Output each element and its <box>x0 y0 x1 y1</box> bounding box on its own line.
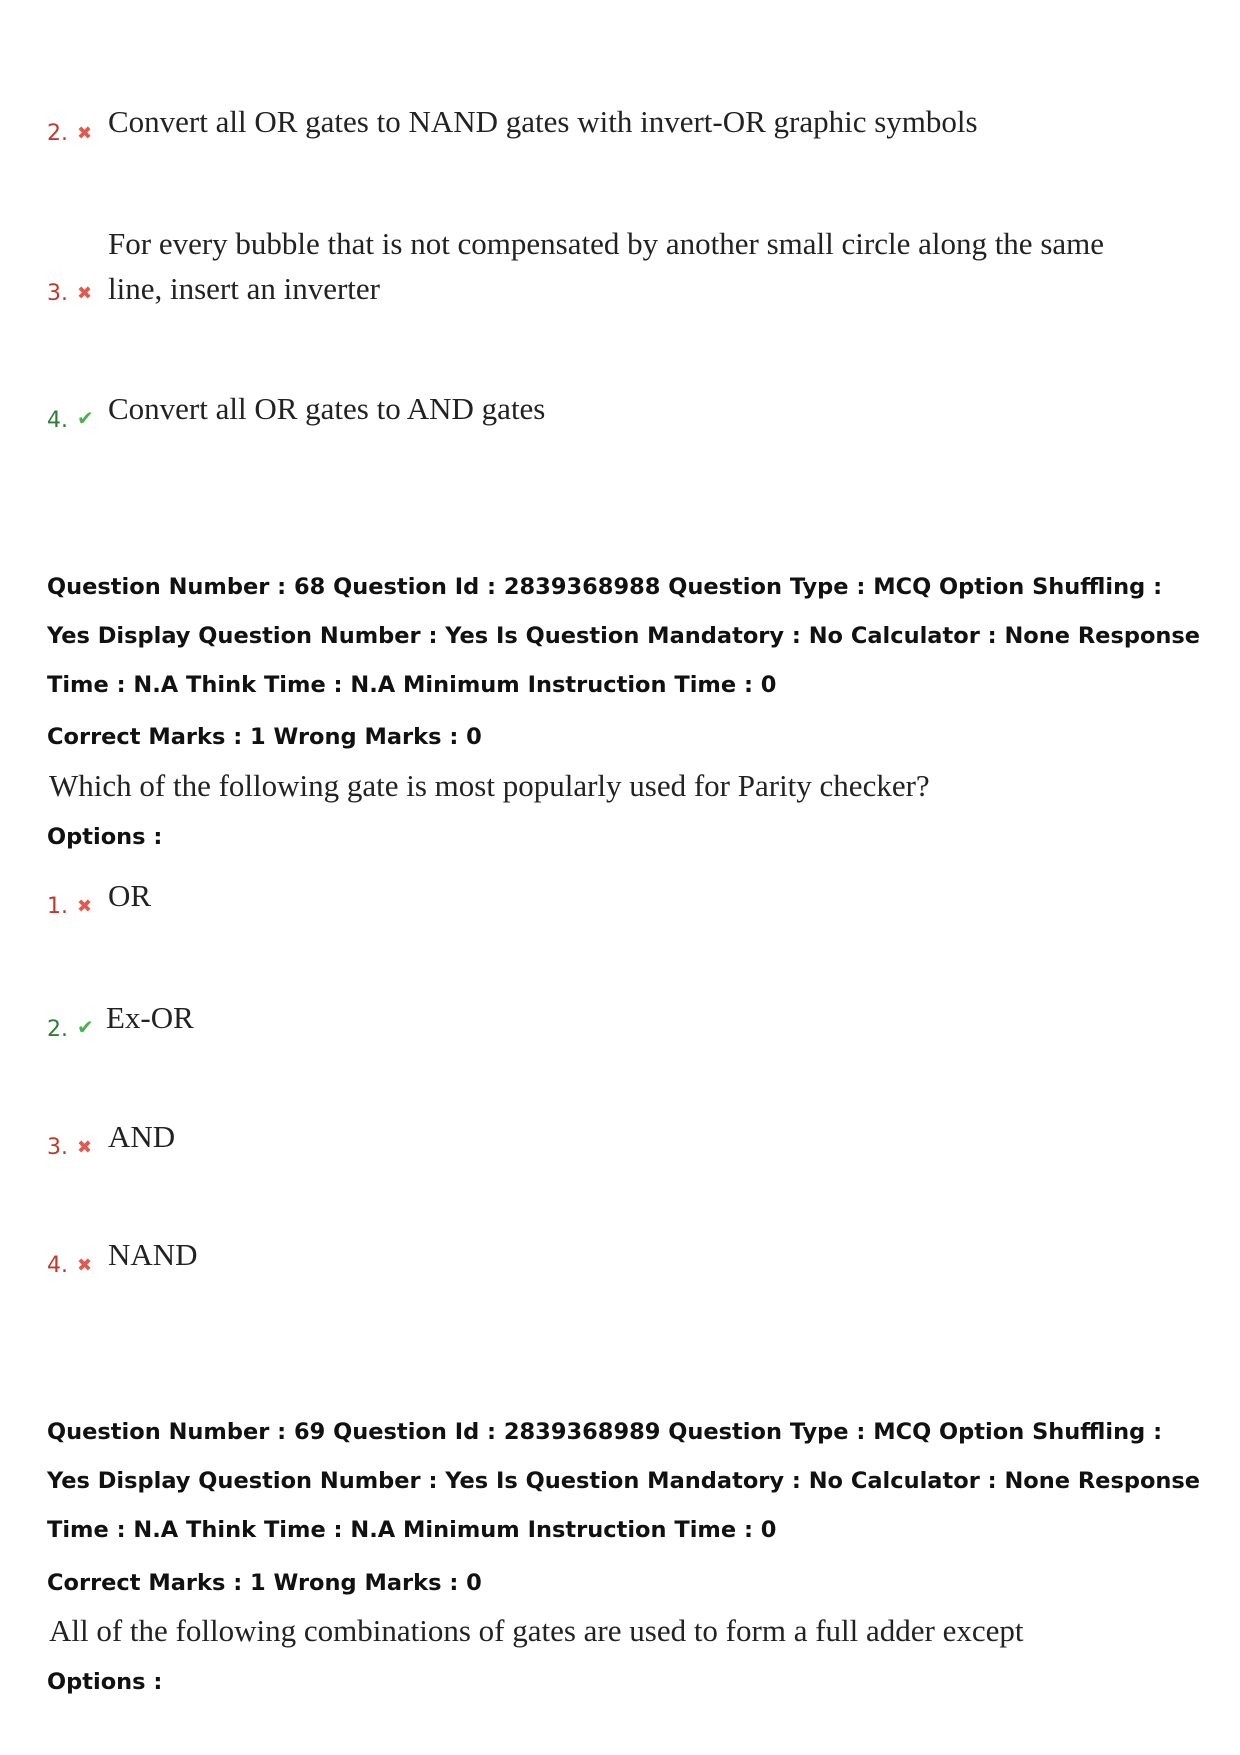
cross-icon: ✖ <box>77 1137 93 1158</box>
cross-icon: ✖ <box>77 283 93 304</box>
question-marks: Correct Marks : 1 Wrong Marks : 0 <box>47 1570 482 1596</box>
cross-icon: ✖ <box>77 1255 93 1276</box>
option-number: 3. <box>47 281 68 306</box>
option-text-line2: line, insert an inverter <box>108 271 381 306</box>
option-number: 2. <box>47 121 68 146</box>
options-label: Options : <box>47 824 163 850</box>
option-text: OR <box>108 878 152 913</box>
cross-icon: ✖ <box>77 123 93 144</box>
question-marks: Correct Marks : 1 Wrong Marks : 0 <box>47 724 482 750</box>
option-text: Convert all OR gates to NAND gates with invert-OR graphic symbols <box>108 104 978 139</box>
option-number: 1. <box>47 894 68 919</box>
option-text: AND <box>108 1119 176 1154</box>
question-meta: Question Number : 68 Question Id : 2839368988 Question Type : MCQ Option Shuffling : Yes Display Question Number : Yes Is Question Mandatory : No Calculator : None Response Time : N.A Think Time : N.A Minimum Instruction Time : 0 <box>47 574 1201 698</box>
option-text-line1: For every bubble that is not compensated by another small circle along the same <box>108 226 1105 261</box>
option-text: NAND <box>108 1237 198 1272</box>
question-text: All of the following combinations of gates are used to form a full adder except <box>49 1613 1024 1648</box>
option-number: 4. <box>47 408 68 433</box>
question-meta: Question Number : 69 Question Id : 2839368989 Question Type : MCQ Option Shuffling : Yes Display Question Number : Yes Is Question Mandatory : No Calculator : None Response Time : N.A Think Time : N.A Minimum Instruction Time : 0 <box>47 1419 1201 1543</box>
question-text: Which of the following gate is most popularly used for Parity checker? <box>49 768 930 803</box>
option-number: 3. <box>47 1135 68 1160</box>
check-icon: ✔ <box>77 1015 94 1039</box>
option-number: 2. <box>47 1017 68 1042</box>
options-label: Options : <box>47 1669 163 1695</box>
option-text: Ex-OR <box>106 1000 194 1035</box>
option-text: Convert all OR gates to AND gates <box>108 391 546 426</box>
cross-icon: ✖ <box>77 896 93 917</box>
check-icon: ✔ <box>77 406 94 430</box>
option-number: 4. <box>47 1253 68 1278</box>
